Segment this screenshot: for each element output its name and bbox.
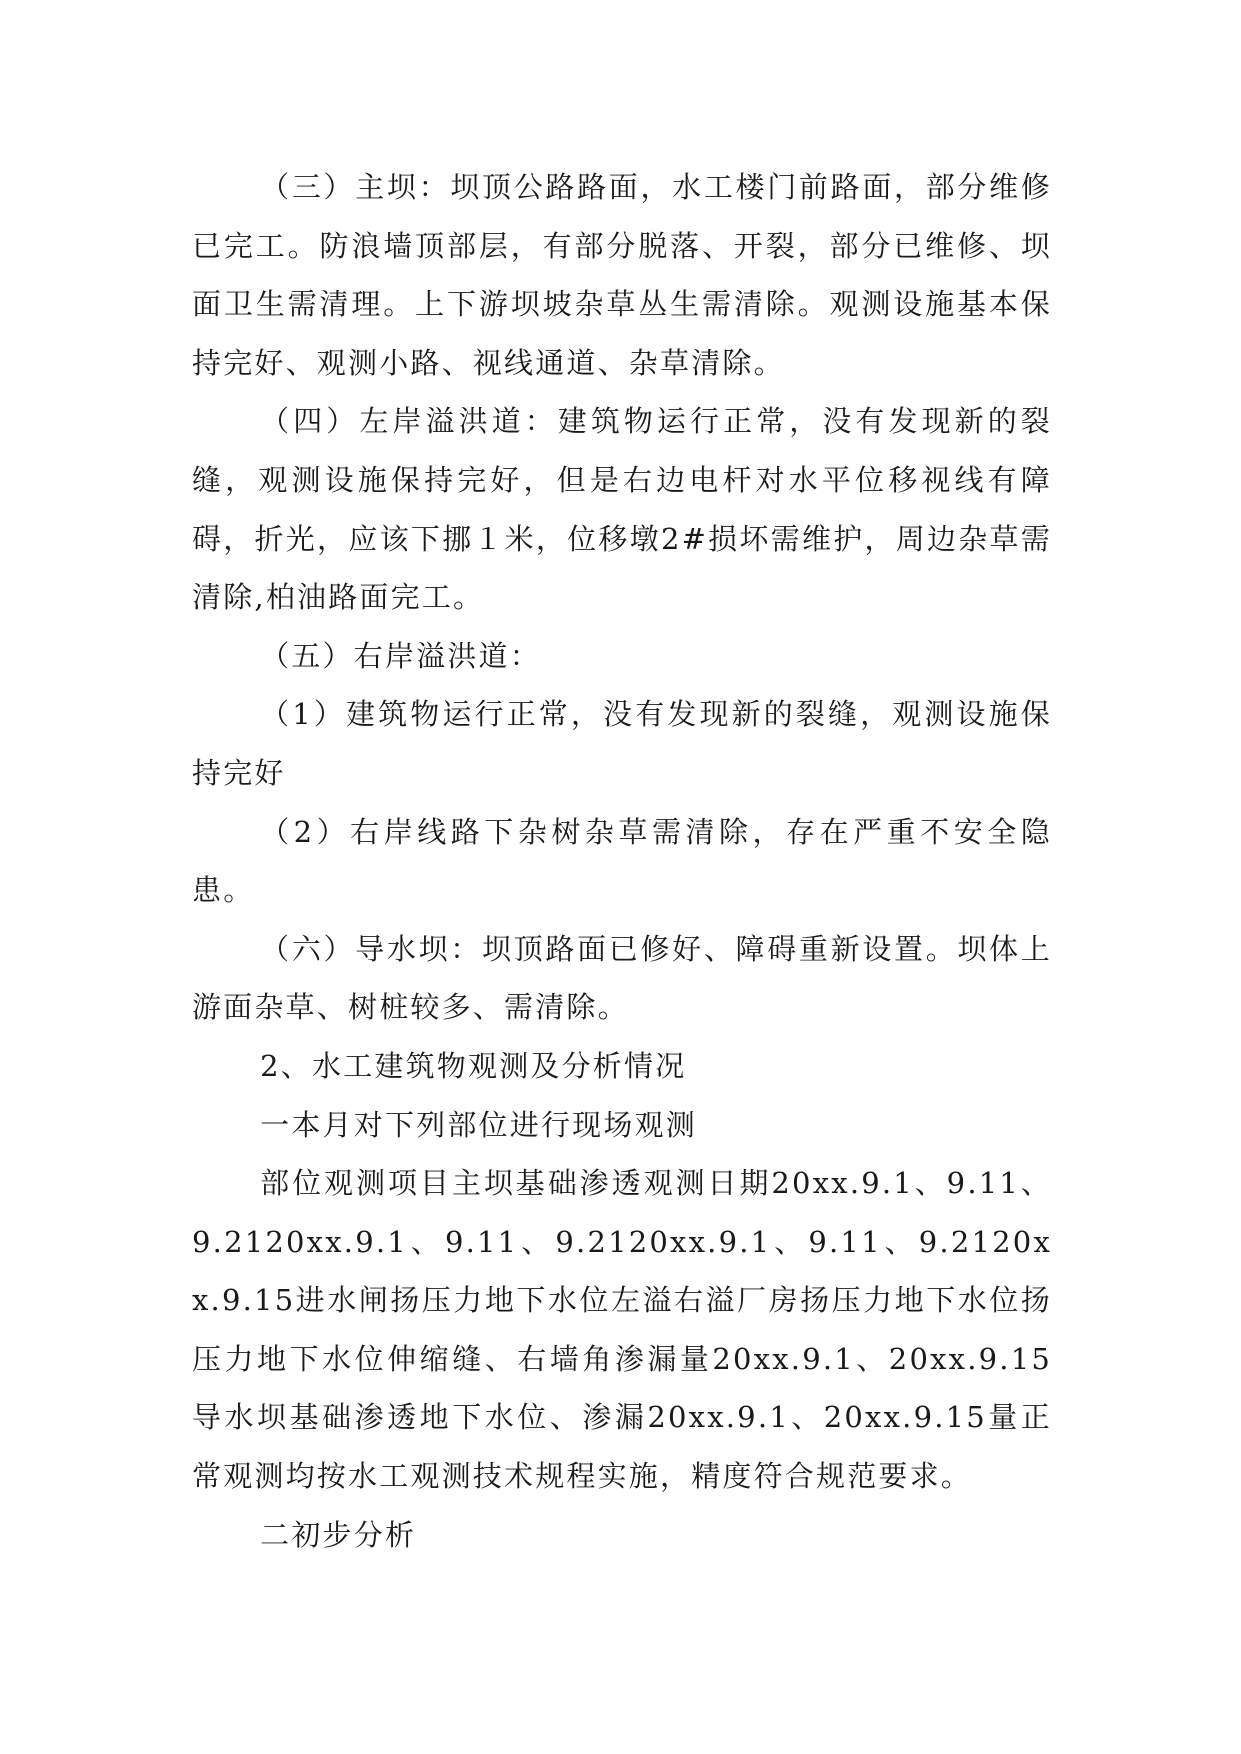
subheading-site-observation: 一本月对下列部位进行现场观测 bbox=[260, 1107, 697, 1142]
paragraph-right-spillway-item-1: （1）建筑物运行正常，没有发现新的裂缝，观测设施保持完好 bbox=[192, 697, 1052, 790]
document-body bbox=[192, 158, 1052, 1564]
section-heading-observation: 2、水工建筑物观测及分析情况 bbox=[260, 1048, 687, 1083]
paragraph-diversion-dam: （六）导水坝：坝顶路面已修好、障碍重新设置。坝体上游面杂草、树桩较多、需清除。 bbox=[192, 931, 1052, 1025]
subheading-preliminary-analysis: 二初步分析 bbox=[260, 1517, 417, 1552]
paragraph-right-spillway-heading: （五）右岸溢洪道： bbox=[260, 638, 541, 673]
paragraph-left-spillway: （四）左岸溢洪道：建筑物运行正常，没有发现新的裂缝，观测设施保持完好，但是右边电杆对水平位移视线有障碍，折光，应该下挪１米，位移墩2#损坏需维护，周边杂草需清除,柏油路面完工。 bbox=[192, 404, 1052, 615]
paragraph-right-spillway-item-2: （2）右岸线路下杂树杂草需清除，存在严重不安全隐患。 bbox=[192, 814, 1052, 908]
paragraph-main-dam: （三）主坝：坝顶公路路面，水工楼门前路面，部分维修已完工。防浪墙顶部层，有部分脱落、开裂，部分已维修、坝面卫生需清理。上下游坝坡杂草丛生需清除。观测设施基本保持完好、观测小路、视线通道、杂草清除。 bbox=[192, 170, 1052, 380]
paragraph-observation-details: 部位观测项目主坝基础渗透观测日期20xx.9.1、9.11、9.2120xx.9.1、9.11、9.2120xx.9.1、9.11、9.2120xx.9.15进水闸扬压力地下水位左溢右溢厂房扬压力地下水位扬压力地下水位伸缩缝、右墙角渗漏量20xx.9.1、20xx.9.15导水坝基础渗透地下水位、渗漏20xx.9.1、20xx.9.15量正常观测均按水工观测技术规程实施，精度符合规范要求。 bbox=[192, 1166, 1052, 1494]
